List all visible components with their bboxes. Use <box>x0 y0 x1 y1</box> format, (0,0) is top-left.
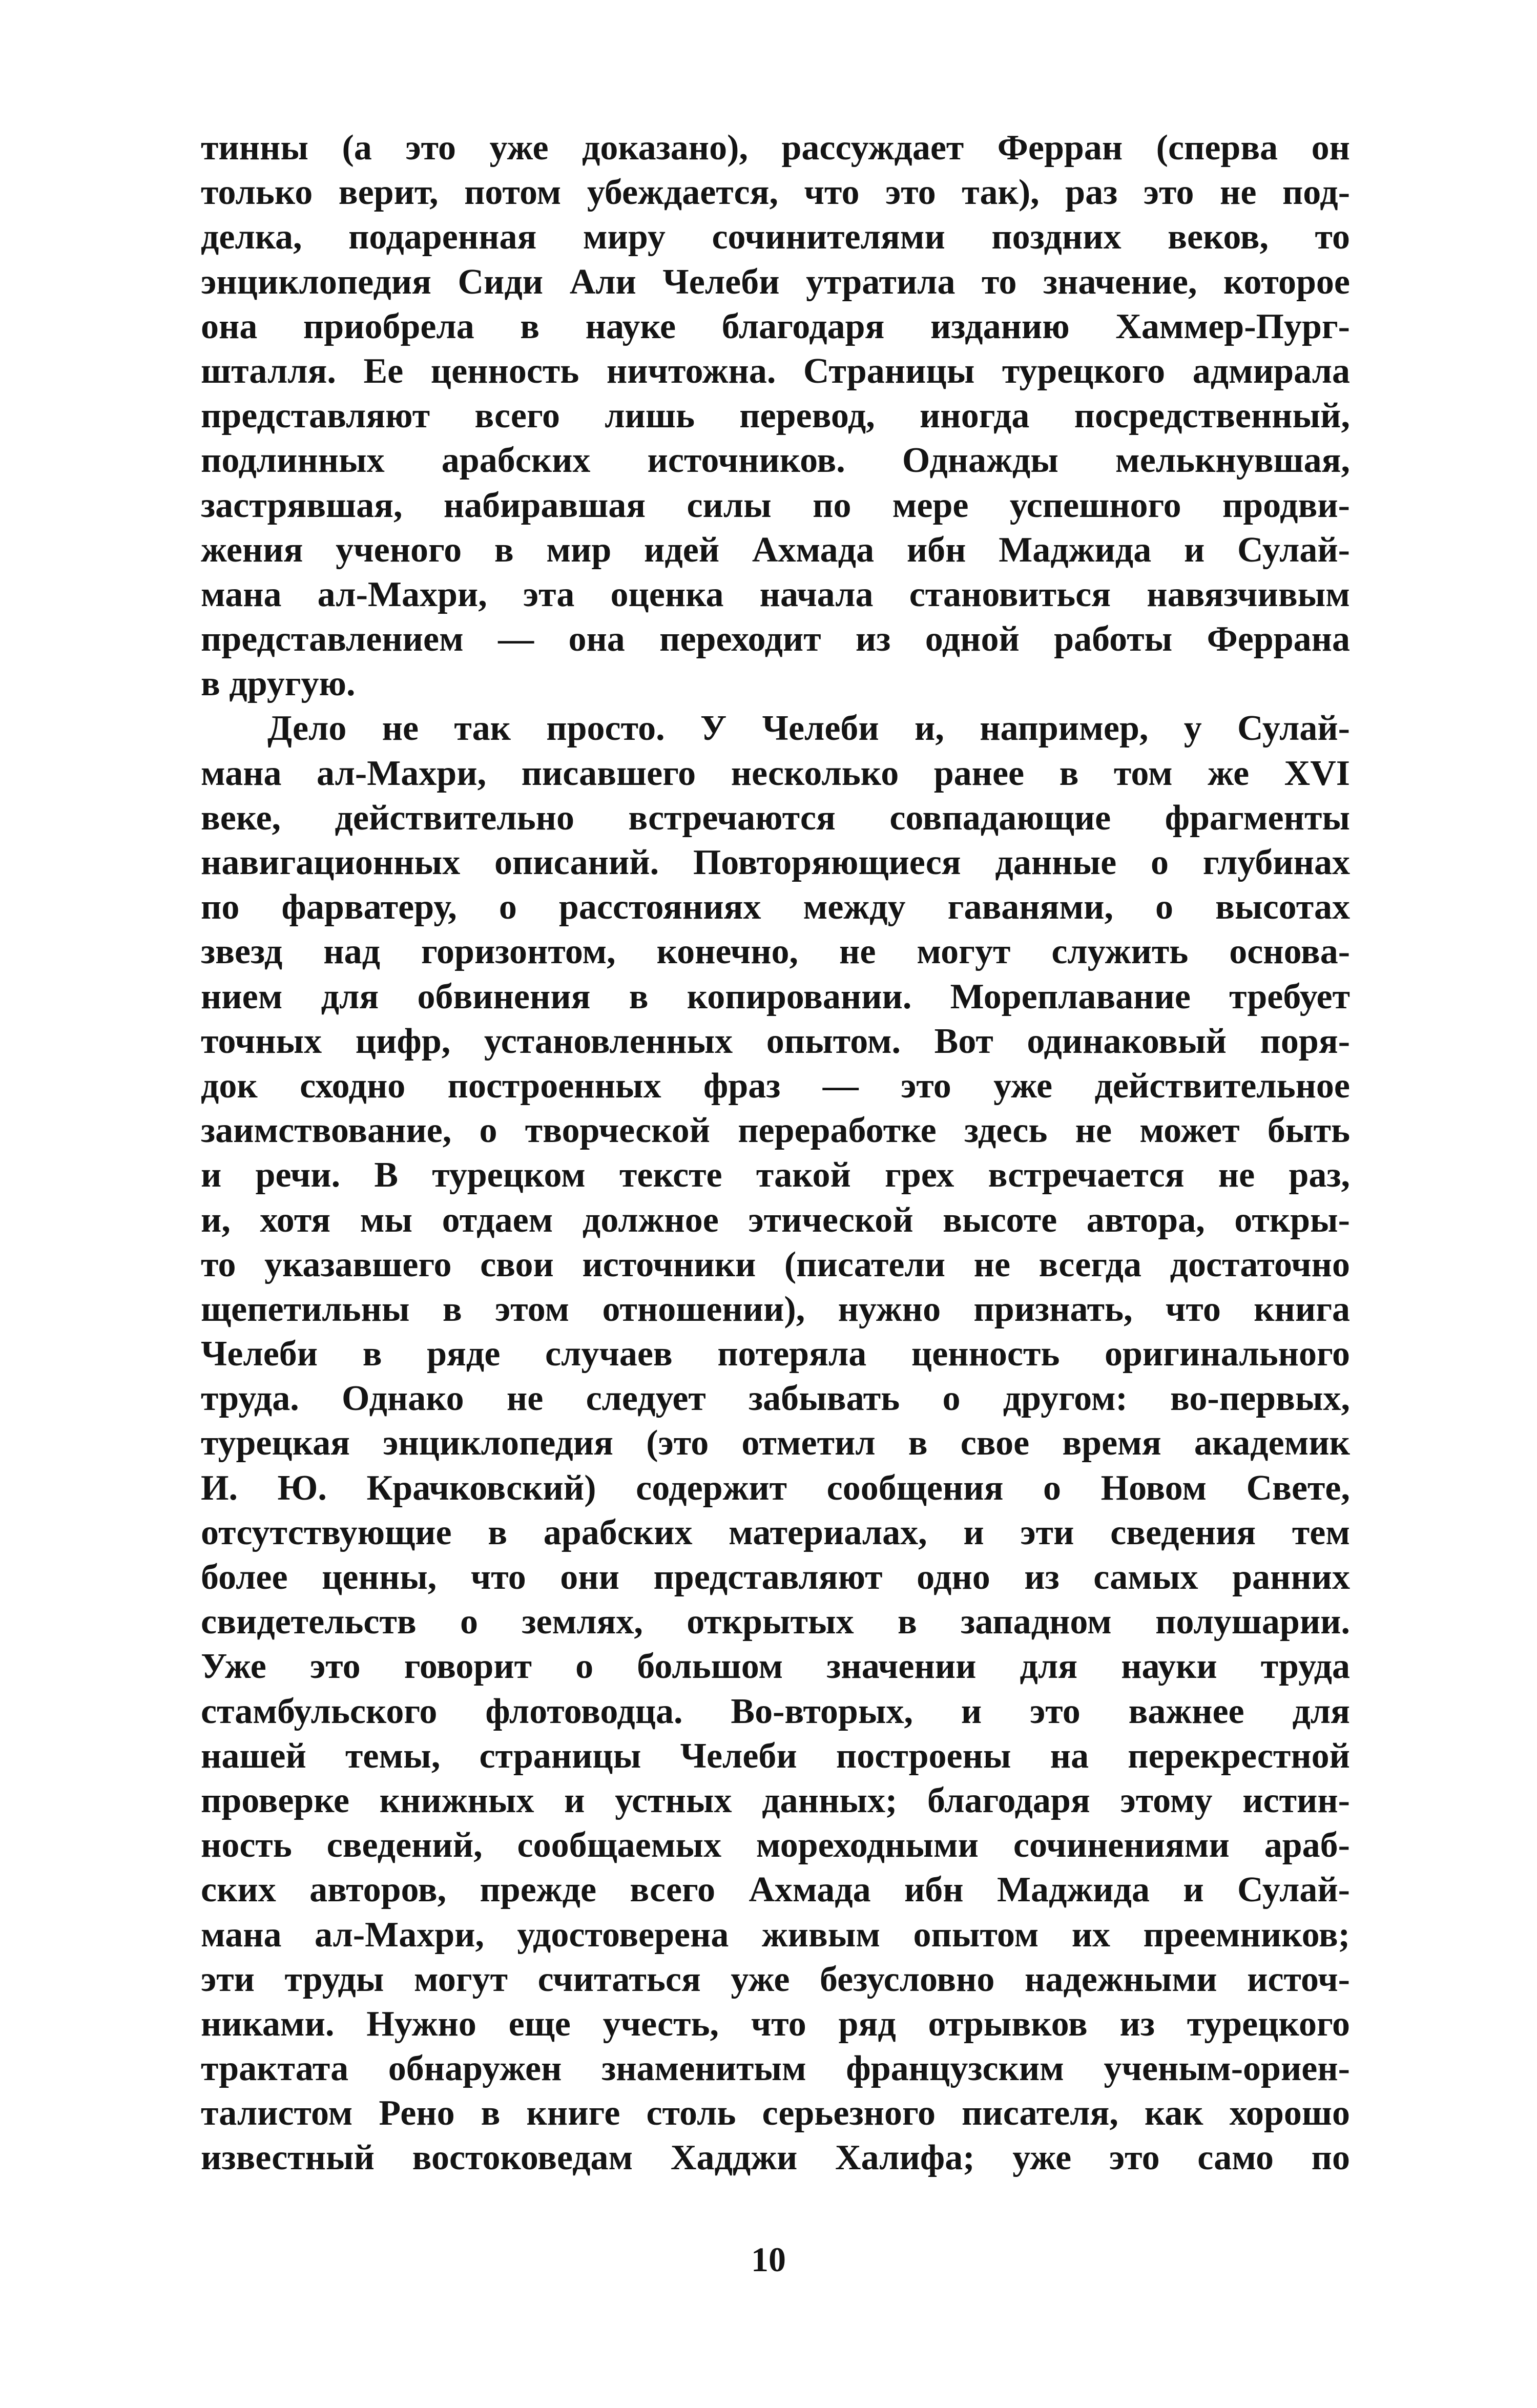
text-line: Дело не так просто. У Челеби и, например, у Сулай- <box>267 709 1350 749</box>
text-line: отсутствующие в арабских материалах, и эти сведения тем <box>201 1512 1350 1552</box>
text-line: известный востоковедам Хадджи Халифа; уже это само по <box>201 2138 1350 2178</box>
text-line: навигационных описаний. Повторяющиеся данные о глубинах <box>201 843 1350 882</box>
text-line: заимствование, о творческой переработке здесь не может быть <box>201 1111 1350 1151</box>
text-line: шталля. Ее ценность ничтожна. Страницы турецкого адмирала <box>201 351 1350 391</box>
text-line: И. Ю. Крачковский) содержит сообщения о Новом Свете, <box>201 1468 1350 1508</box>
text-line: в другую. <box>201 664 356 704</box>
text-line: она приобрела в науке благодаря изданию Хаммер-Пург- <box>201 306 1350 346</box>
text-line: Челеби в ряде случаев потеряла ценность оригинального <box>201 1334 1350 1374</box>
text-line: тинны (а это уже доказано), рассуждает Ферран (сперва он <box>201 128 1350 168</box>
body-text <box>201 126 1350 2181</box>
text-line: застрявшая, набиравшая силы по мере успешного продви- <box>201 485 1350 525</box>
text-line: стамбульского флотоводца. Во-вторых, и это важнее для <box>201 1691 1350 1731</box>
text-line: более ценны, что они представляют одно из самых ранних <box>201 1558 1350 1597</box>
paragraph <box>201 706 1350 2180</box>
text-line: представляют всего лишь перевод, иногда посредственный, <box>201 396 1350 436</box>
text-line: Уже это говорит о большом значении для науки труда <box>201 1647 1350 1687</box>
text-line: эти труды могут считаться уже безусловно надежными источ- <box>201 1959 1350 1999</box>
text-line: точных цифр, установленных опытом. Вот одинаковый поря- <box>201 1021 1350 1061</box>
text-line: и речи. В турецком тексте такой грех встречается не раз, <box>201 1155 1350 1195</box>
text-line: делка, подаренная миру сочинителями поздних веков, то <box>201 217 1350 257</box>
text-line: никами. Нужно еще учесть, что ряд отрывков из турецкого <box>201 2004 1350 2044</box>
text-line: энциклопедия Сиди Али Челеби утратила то значение, которое <box>201 262 1350 302</box>
text-line: мана ал-Махри, писавшего несколько ранее в том же XVI <box>201 753 1350 793</box>
text-line: жения ученого в мир идей Ахмада ибн Маджида и Сулай- <box>201 530 1350 570</box>
text-line: подлинных арабских источников. Однажды мелькнувшая, <box>201 441 1350 481</box>
text-line: звезд над горизонтом, конечно, не могут служить основа- <box>201 932 1350 972</box>
text-line: мана ал-Махри, удостоверена живым опытом их преемников; <box>201 1915 1350 1955</box>
page-number: 10 <box>751 2240 786 2279</box>
text-line: нием для обвинения в копировании. Мореплавание требует <box>201 977 1350 1016</box>
text-line: мана ал-Махри, эта оценка начала становиться навязчивым <box>201 574 1350 614</box>
paragraph <box>201 126 1350 706</box>
text-line: док сходно построенных фраз — это уже действительное <box>201 1066 1350 1106</box>
text-line: ность сведений, сообщаемых мореходными сочинениями араб- <box>201 1825 1350 1865</box>
text-line: веке, действительно встречаются совпадающие фрагменты <box>201 798 1350 838</box>
text-line: ских авторов, прежде всего Ахмада ибн Маджида и Сулай- <box>201 1870 1350 1910</box>
text-line: талистом Рено в книге столь серьезного писателя, как хорошо <box>201 2093 1350 2133</box>
text-line: и, хотя мы отдаем должное этической высоте автора, откры- <box>201 1200 1350 1240</box>
text-line: турецкая энциклопедия (это отметил в свое время академик <box>201 1423 1350 1463</box>
text-line: нашей темы, страницы Челеби построены на перекрестной <box>201 1736 1350 1776</box>
text-line: представлением — она переходит из одной работы Феррана <box>201 619 1350 659</box>
text-line: трактата обнаружен знаменитым французским ученым-ориен- <box>201 2049 1350 2089</box>
text-line: по фарватеру, о расстояниях между гаванями, о высотах <box>201 887 1350 927</box>
text-line: проверке книжных и устных данных; благодаря этому истин- <box>201 1780 1350 1820</box>
text-line: щепетильны в этом отношении), нужно признать, что книга <box>201 1289 1350 1329</box>
text-line: то указавшего свои источники (писатели не всегда достаточно <box>201 1244 1350 1284</box>
text-line: свидетельств о землях, открытых в западном полушарии. <box>201 1602 1350 1642</box>
text-line: труда. Однако не следует забывать о другом: во-первых, <box>201 1379 1350 1419</box>
text-line: только верит, потом убеждается, что это так), раз это не под- <box>201 173 1350 213</box>
